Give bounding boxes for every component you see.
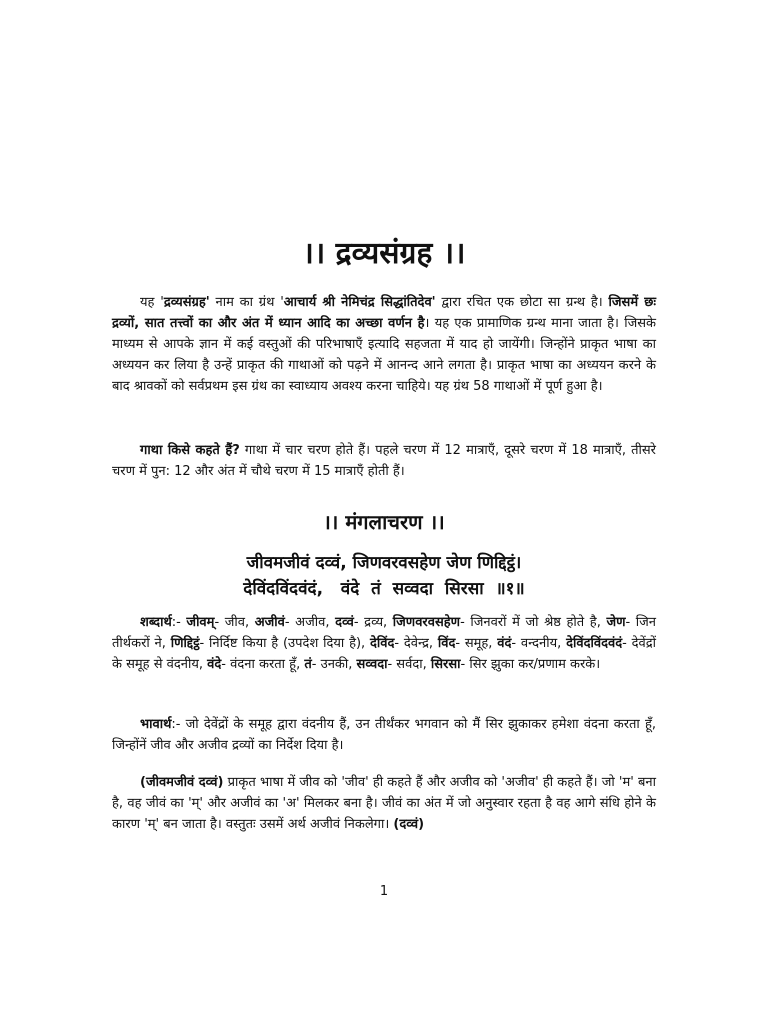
- bold-run: जिसमें छः द्रव्यों, सात तत्त्वों का और अंत में ध्यान आदि का अच्छा वर्णन है: [112, 295, 657, 331]
- page-title: ।। द्रव्यसंग्रह ।।: [302, 236, 466, 271]
- text-run: - जिनवरों में जो श्रेष्ठ होते है,: [460, 615, 607, 630]
- intro-paragraph: [112, 292, 656, 397]
- bold-run: गाथा किसे कहते हैं?: [140, 443, 240, 458]
- bold-run: तं: [304, 657, 312, 672]
- page-number: 1: [379, 884, 389, 899]
- text-run: - वन्दनीय,: [511, 636, 567, 651]
- text-run: प्राकृत भाषा में जीव को 'जीव' ही कहते हैं और अजीव को 'अजीव' ही कहते हैं। जो 'म' बना है, वह जीवं का 'म्' और अजीवं का 'अ' मिलकर बना है। जीवं का अंत में जो अनुस्वार रहता है वह आगे संधि होने के कारण 'म्' बन जाता है। वस्तुतः उसमें अर्थ अजीवं निकलेगा।: [112, 775, 656, 832]
- bold-run: सिरसा: [430, 657, 461, 672]
- bold-run: सव्वदा: [356, 657, 388, 672]
- bold-run: (जीवमजीवं दव्वं): [140, 775, 224, 790]
- text-run: - जीव,: [214, 615, 255, 630]
- bold-run: वंदे: [207, 657, 222, 672]
- gatha-paragraph: [112, 440, 656, 482]
- verse-line-2: देविंदविंदवंदं, वंदे तं सव्वदा सिरसा ॥१॥: [243, 579, 525, 599]
- bold-run: अजीवं: [254, 615, 285, 630]
- document-page: [112, 0, 656, 1024]
- text-run: गाथा में चार चरण होते हैं। पहले चरण में 12 मात्राएँ, दूसरे चरण में 18 मात्राएँ, तीसरे चरण में पुन: 12 और अंत में चौथे चरण में 15 मात्राएँ होती हैं।: [112, 443, 656, 479]
- text-run: - निर्दिष्ट किया है (उपदेश दिया है),: [199, 636, 370, 651]
- text-run: :- जो देवेंद्रों के समूह द्वारा वंदनीय हैं, उन तीर्थंकर भगवान को मैं सिर झुकाकर हमेशा वंदना करता हूँ, जिन्होंनें जीव और अजीव द्रव्यों का निर्देश दिया है।: [112, 717, 656, 753]
- bold-run: जेण: [606, 615, 626, 630]
- bold-run: देविंद: [369, 636, 395, 651]
- bold-run: द्रव्यसंग्रह': [163, 295, 210, 310]
- section-heading: ।। मंगलाचरण ।।: [323, 510, 445, 534]
- bold-run: देविंदविंदवंदं: [566, 636, 623, 651]
- bold-run: दव्वं: [335, 615, 354, 630]
- bold-run: जिणवरवसहेण: [392, 615, 461, 630]
- text-run: । यह एक प्रामाणिक ग्रन्थ माना जाता है। जिसके माध्यम से आपके ज्ञान में कई वस्तुओं की परिभाषाएँ इत्यादि सहजता में याद हो जायेंगी। जिन्होंने प्राकृत भाषा का अध्ययन कर लिया है उन्हें प्राकृत की गाथाओं को पढ़ने में आनन्द आने लगता है। प्राकृत भाषा का अध्ययन करने के बाद श्रावकों को सर्वप्रथम इस ग्रंथ का स्वाध्याय अवश्य करना चाहिये। यह ग्रंथ 58 गाथाओं में पूर्ण हुआ है।: [112, 316, 656, 394]
- text-run: - अजीव,: [284, 615, 336, 630]
- bold-run: जीवम्: [186, 615, 215, 630]
- explanation-paragraph: [112, 772, 656, 835]
- text-run: - द्रव्य,: [353, 615, 393, 630]
- text-run: नाम का ग्रंथ ': [209, 295, 284, 310]
- bold-run: आचार्य श्री नेमिचंद्र सिद्धांतिदेव': [283, 295, 436, 310]
- bold-run: भावार्थ: [140, 717, 172, 732]
- bold-run: शब्दार्थ: [140, 615, 172, 630]
- text-run: द्वारा रचित एक छोटा सा ग्रन्थ है।: [435, 295, 609, 310]
- text-run: - उनकी,: [311, 657, 357, 672]
- text-run: - देवेन्द्र,: [394, 636, 438, 651]
- meaning-paragraph: [112, 714, 656, 756]
- word-meaning-paragraph: [112, 612, 656, 675]
- text-run: - समूह,: [455, 636, 498, 651]
- text-run: - जिन तीर्थकरों ने,: [112, 615, 656, 651]
- text-run: - सर्वदा,: [387, 657, 431, 672]
- text-run: - वंदना करता हूँ,: [221, 657, 305, 672]
- text-run: यह ': [140, 295, 164, 310]
- bold-run: (दव्वं): [393, 817, 425, 832]
- bold-run: णिद्दिट्ठं: [170, 636, 200, 651]
- text-run: :-: [171, 615, 187, 630]
- text-run: - सिर झुका कर/प्रणाम करके।: [460, 657, 601, 672]
- bold-run: वंदं: [497, 636, 512, 651]
- text-run: - देवेंद्रों के समूह से वंदनीय,: [112, 636, 656, 672]
- bold-run: विंद: [437, 636, 456, 651]
- verse-line-1: जीवमजीवं दव्वं, जिणवरवसहेण जेण णिद्दिट्ठं।: [246, 553, 522, 573]
